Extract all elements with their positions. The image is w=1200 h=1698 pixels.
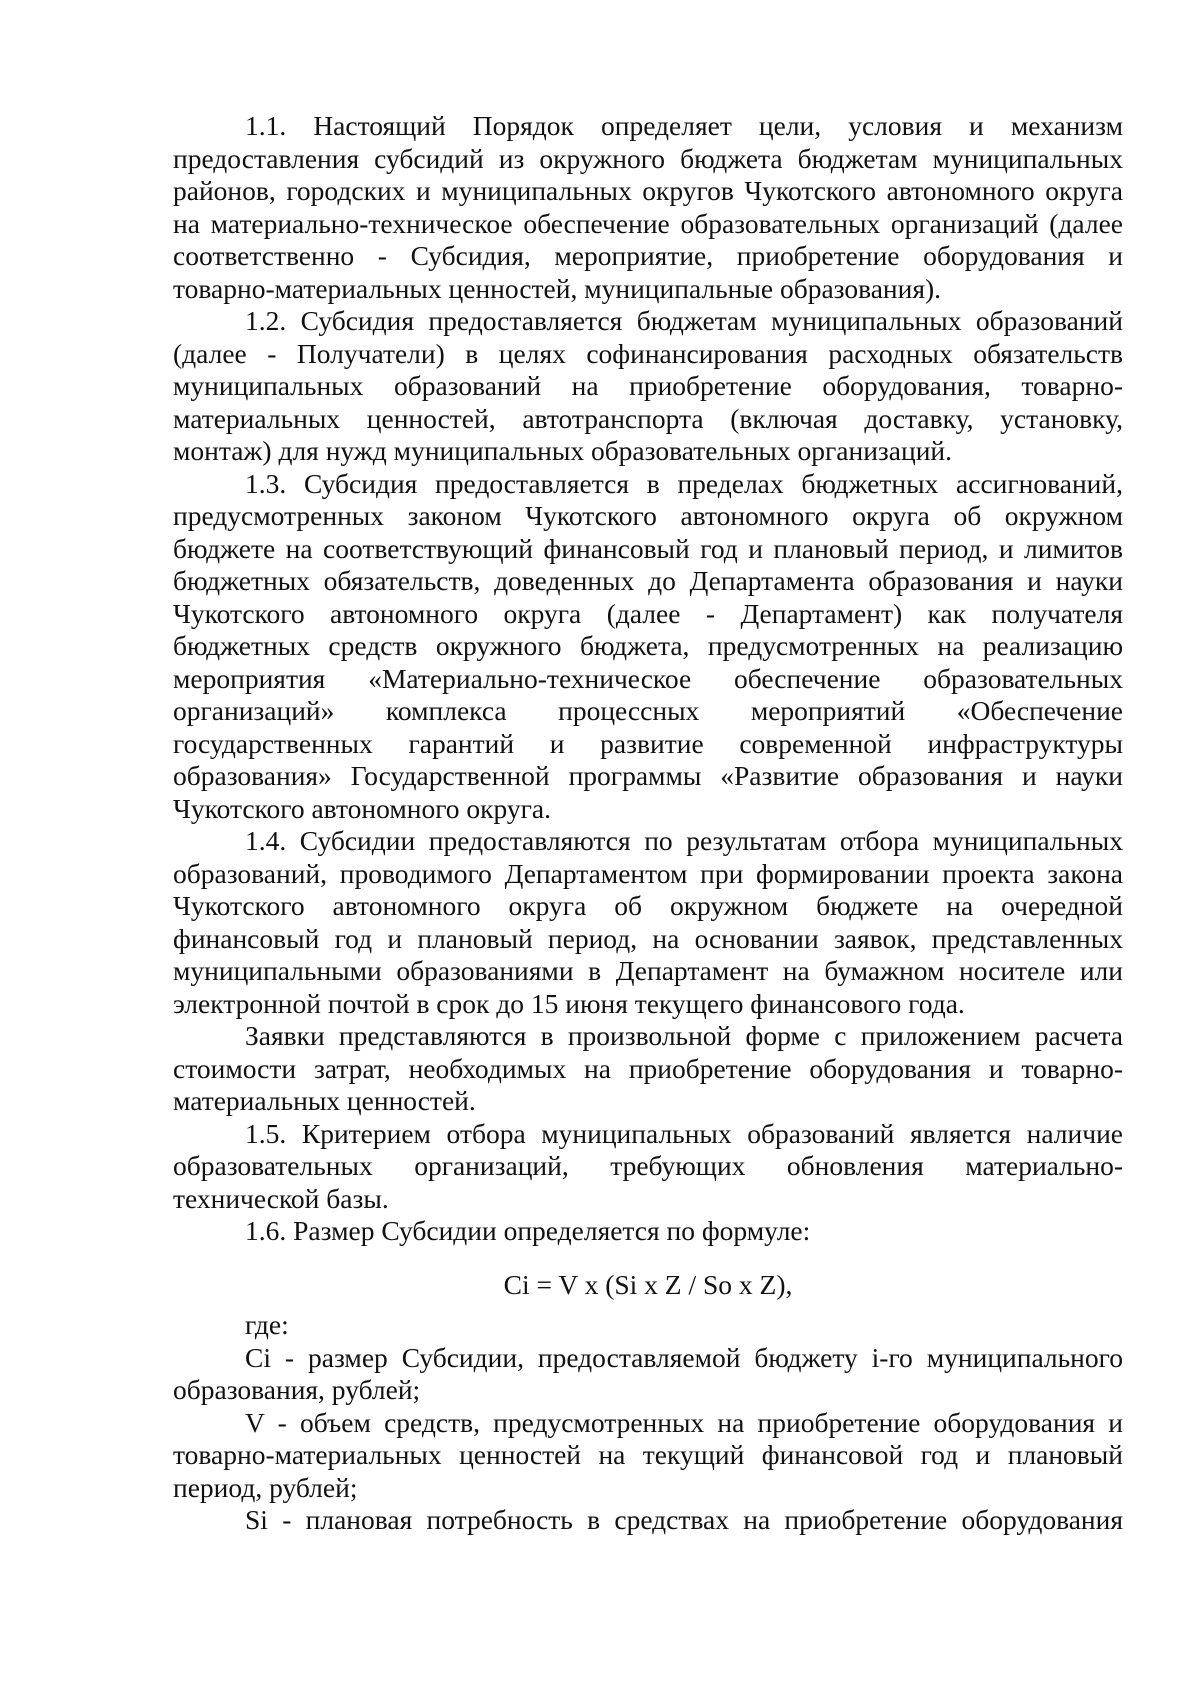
where-label: где:	[245, 1309, 289, 1340]
definition-v: V - объем средств, предусмотренных на приобретение оборудования и товарно-материальных ценностей на текущий финансовой год и плановый период, рублей;	[173, 1406, 1123, 1503]
paragraph-1-1: 1.1. Настоящий Порядок определяет цели, условия и механизм предоставления субсидий из окружного бюджета бюджетам муниципальных районов, городских и муниципальных округов Чукотского автономного округа на материально-техническое обеспечение образовательных организаций (далее соответственно - Субсидия, мероприятие, приобретение оборудования и товарно-материальных ценностей, муниципальные образования).	[173, 110, 1123, 304]
paragraph-1-4: 1.4. Субсидии предоставляются по результатам отбора муниципальных образований, проводимого Департаментом при формировании проекта закона Чукотского автономного округа об окружном бюджете на очередной финансовый год и плановый период, на основании заявок, представленных муниципальными образованиями в Департамент на бумажном носителе или электронной почтой в срок до 15 июня текущего финансового года.	[173, 825, 1123, 1019]
paragraph-1-2: 1.2. Субсидия предоставляется бюджетам муниципальных образований (далее - Получатели) в целях софинансирования расходных обязательств муниципальных образований на приобретение оборудования, товарно-материальных ценностей, автотранспорта (включая доставку, установку, монтаж) для нужд муниципальных образовательных организаций.	[173, 305, 1123, 466]
definition-ci: Ci - размер Субсидии, предоставляемой бюджету i-го муниципального образования, рублей;	[173, 1341, 1123, 1405]
paragraph-1-5: 1.5. Критерием отбора муниципальных образований является наличие образовательных организаций, требующих обновления материально-технической базы.	[173, 1117, 1123, 1214]
paragraph-1-3: 1.3. Субсидия предоставляется в пределах бюджетных ассигнований, предусмотренных законом Чукотского автономного округа об окружном бюджете на соответствующий финансовый год и плановый период, и лимитов бюджетных обязательств, доведенных до Департамента образования и науки Чукотского автономного округа (далее - Департамент) как получателя бюджетных средств окружного бюджета, предусмотренных на реализацию мероприятия «Материально-техническое обеспечение образовательных организаций» комплекса процессных мероприятий «Обеспечение государственных гарантий и развитие современной инфраструктуры образования» Государственной программы «Развитие образования и науки Чукотского автономного округа.	[173, 467, 1123, 824]
subsidy-formula: Ci = V x (Si x Z / So x Z),	[503, 1268, 793, 1300]
paragraph-1-6: 1.6. Размер Субсидии определяется по формуле:	[245, 1215, 811, 1246]
paragraph-applications: Заявки представляются в произвольной форме с приложением расчета стоимости затрат, необходимых на приобретение оборудования и товарно-материальных ценностей.	[173, 1020, 1123, 1116]
document-page	[173, 110, 1123, 1537]
definition-si: Si - плановая потребность в средствах на приобретение оборудования	[245, 1504, 1123, 1535]
